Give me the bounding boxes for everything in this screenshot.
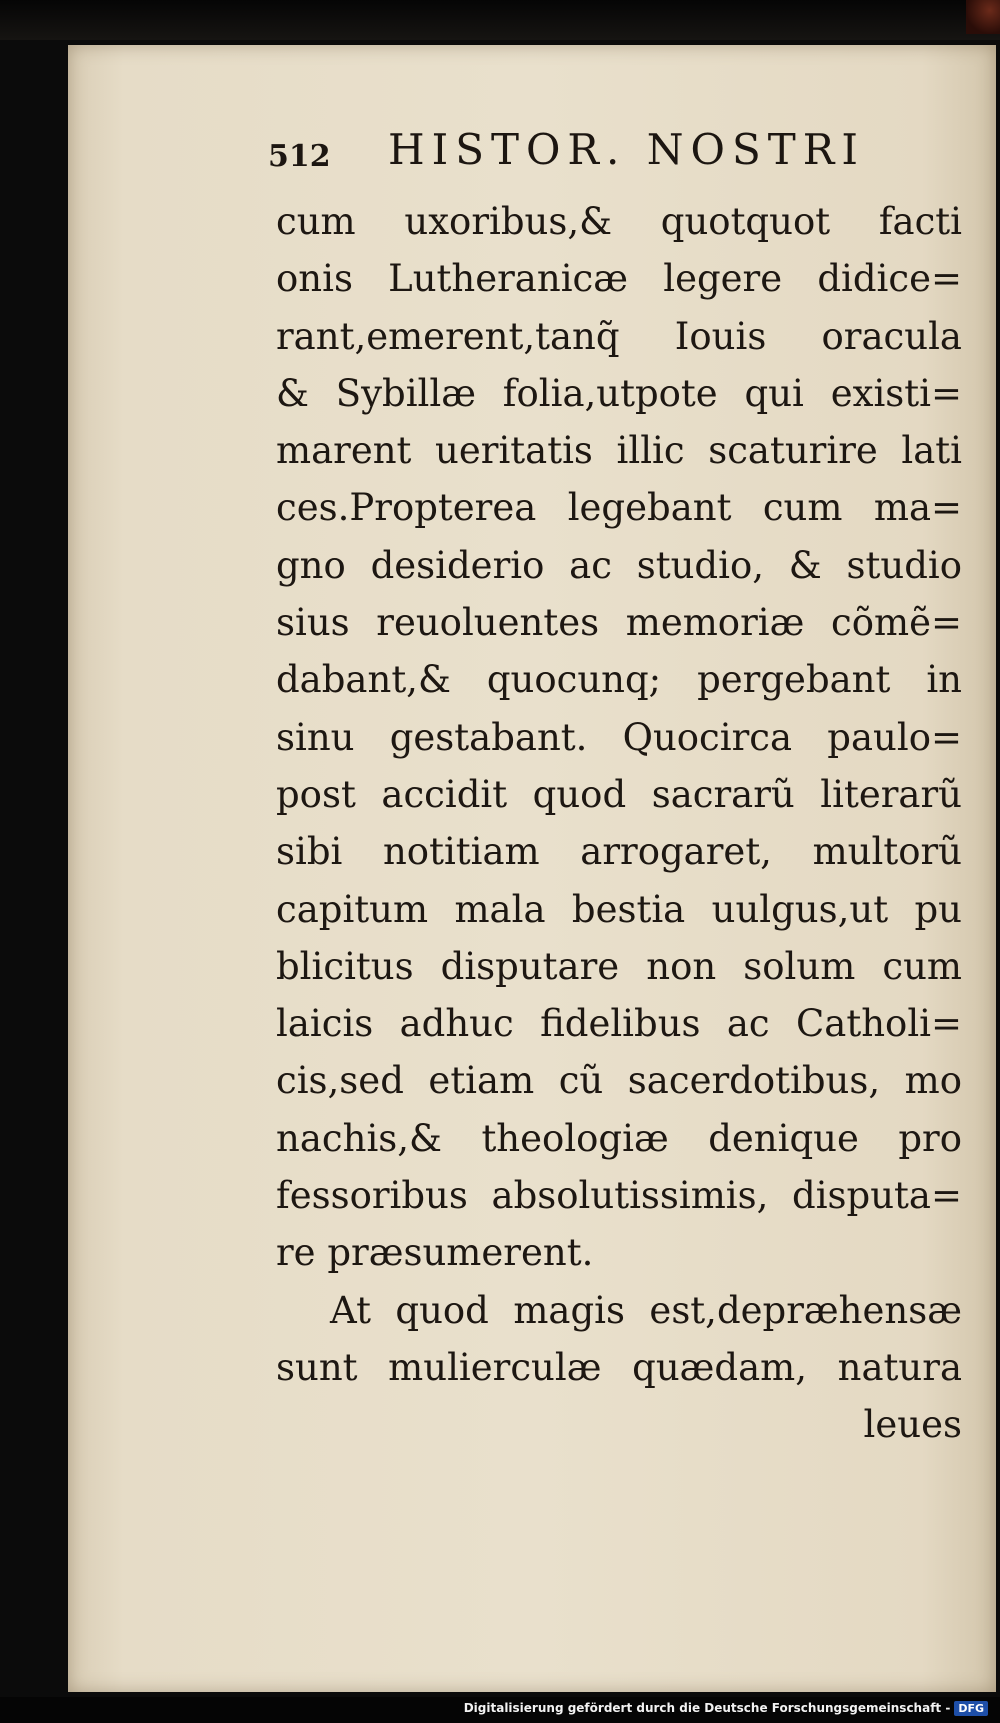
text-line: ces.Propterea legebant cum ma= [276, 486, 962, 530]
text-line: capitum mala bestia uulgus,ut pu [276, 887, 962, 931]
text-line: cis,sed etiam cũ sacerdotibus, mo [276, 1059, 962, 1103]
text-line: At quod magis est,deprӕhensӕ [330, 1288, 962, 1332]
book-cover-corner [966, 0, 1000, 34]
book-page [68, 45, 996, 1692]
funding-credit-text: Digitalisierung gefördert durch die Deutsche Forschungsgemeinschaft - [463, 1701, 951, 1715]
text-line: re præsumerent. [276, 1231, 594, 1275]
catchword: leues [863, 1403, 962, 1447]
text-line: marent ueritatis illic scaturire lati [276, 429, 962, 473]
running-head: HISTOR. NOSTRI [388, 125, 865, 174]
page-header [268, 125, 948, 185]
text-line: post accidit quod sacrarũ literarũ [276, 772, 962, 816]
text-line: blicitus disputare non solum cum [276, 944, 962, 988]
text-line: laicis adhuc fidelibus ac Catholi= [276, 1002, 962, 1046]
book-edge-shadow [0, 0, 1000, 40]
text-line: sinu gestabant. Quocirca paulo= [276, 715, 962, 759]
text-line: dabant,& quocunq; pergebant in [276, 658, 962, 702]
text-line: sunt mulierculæ quædam, natura [276, 1345, 962, 1389]
text-line: onis Lutheranicæ legere didice= [276, 257, 962, 301]
funding-credit [464, 1701, 988, 1716]
page-number: 512 [268, 139, 331, 174]
text-line: nachis,& theologiæ denique pro [276, 1116, 962, 1160]
text-line: sibi notitiam arrogaret, multorũ [276, 830, 962, 874]
text-line: fessoribus absolutissimis, disputa= [276, 1174, 962, 1218]
digitization-footer [0, 1697, 1000, 1723]
text-line: sius reuoluentes memoriæ cõmẽ= [276, 601, 962, 645]
text-line: & Sybillæ folia,utpote qui existi= [276, 371, 962, 415]
dfg-logo-icon: DFG [954, 1701, 988, 1716]
text-line: gno desiderio ac studio, & studio [276, 543, 962, 587]
body-text [276, 193, 962, 1454]
text-line: rant,emerent,tanq̃ Iouis oracula [276, 314, 962, 358]
text-line: cum uxoribus,& quotquot facti [276, 200, 962, 243]
